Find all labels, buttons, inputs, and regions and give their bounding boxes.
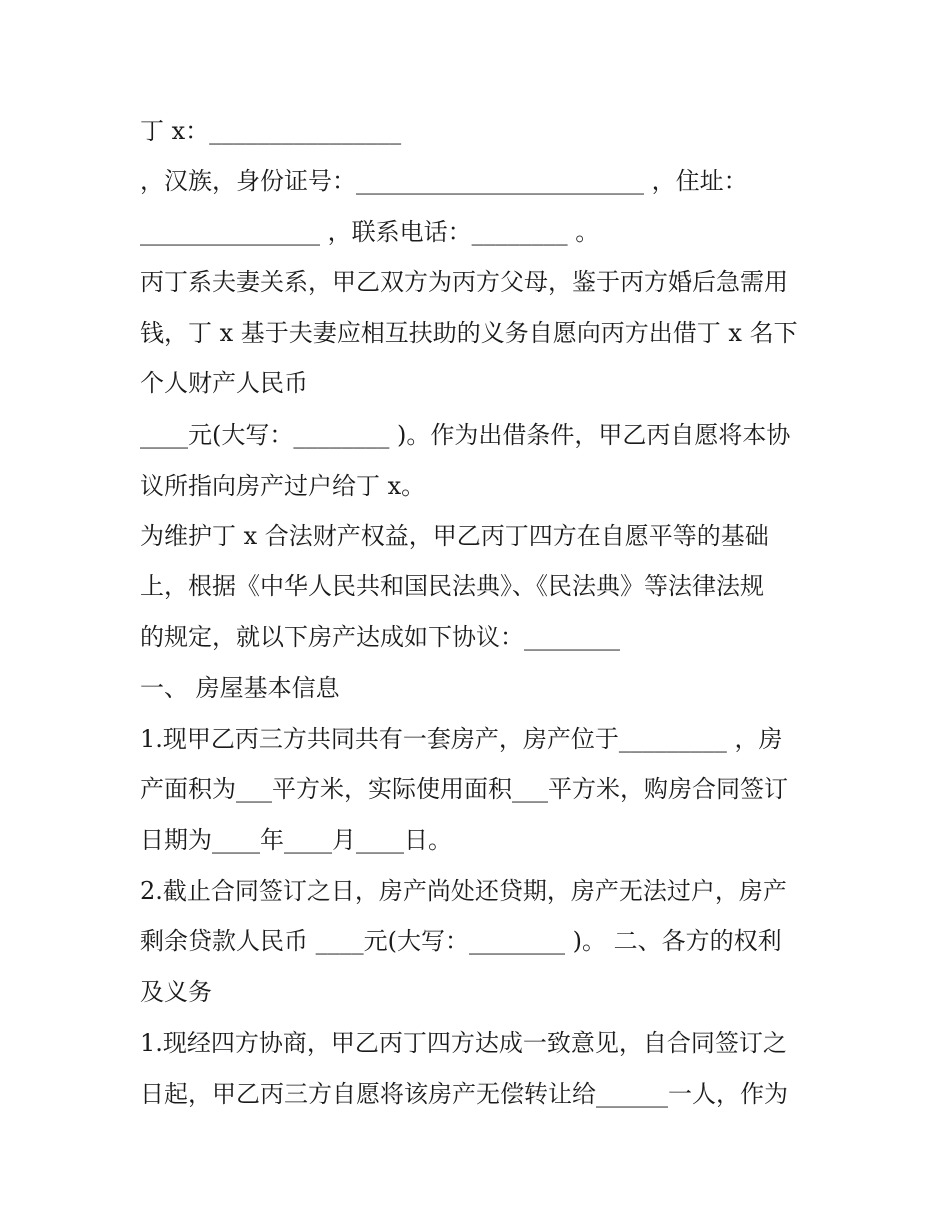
text-line: 1.现甲乙丙三方共同共有一套房产，房产位于_________ ，房 (140, 725, 783, 753)
text-line: 钱，丁 x 基于夫妻应相互扶助的义务自愿向丙方出借丁 x 名下 (140, 319, 798, 347)
text-line: 日期为____年____月____日。 (140, 826, 452, 854)
text-line: 2.截止合同签订之日，房产尚处还贷期，房产无法过户，房产 (140, 877, 787, 905)
text-line: ____元(大写：________ )。作为出借条件，甲乙丙自愿将本协 (140, 421, 791, 449)
text-line: 丁 x：________________ (140, 117, 402, 145)
text-line: 上，根据《中华人民共和国民法典》、《民法典》等法律法规 (140, 572, 764, 600)
section-heading: 一、 房屋基本信息 (140, 674, 340, 702)
text-line: 1.现经四方协商，甲乙丙丁四方达成一致意见，自合同签订之 (140, 1029, 787, 1057)
text-line: 剩余贷款人民币 ____元(大写：________ )。 二、各方的权利 (140, 927, 782, 955)
text-line: 的规定，就以下房产达成如下协议：________ (140, 623, 620, 651)
text-line: 为维护丁 x 合法财产权益，甲乙丙丁四方在自愿平等的基础 (140, 522, 769, 550)
text-line: 丙丁系夫妻关系，甲乙双方为丙方父母，鉴于丙方婚后急需用 (140, 268, 788, 296)
text-line: 日起，甲乙丙三方自愿将该房产无偿转让给______一人，作为 (140, 1080, 788, 1108)
text-line: 个人财产人民币 (140, 369, 308, 397)
text-line: 及义务 (140, 978, 212, 1006)
text-line: 产面积为___平方米，实际使用面积___平方米，购房合同签订 (140, 775, 788, 803)
text-line: 议所指向房产过户给丁 x。 (140, 472, 426, 500)
text-line: ，汉族，身份证号：________________________ ，住址： (140, 167, 748, 195)
text-line: _______________ ，联系电话：________ 。 (140, 218, 600, 246)
